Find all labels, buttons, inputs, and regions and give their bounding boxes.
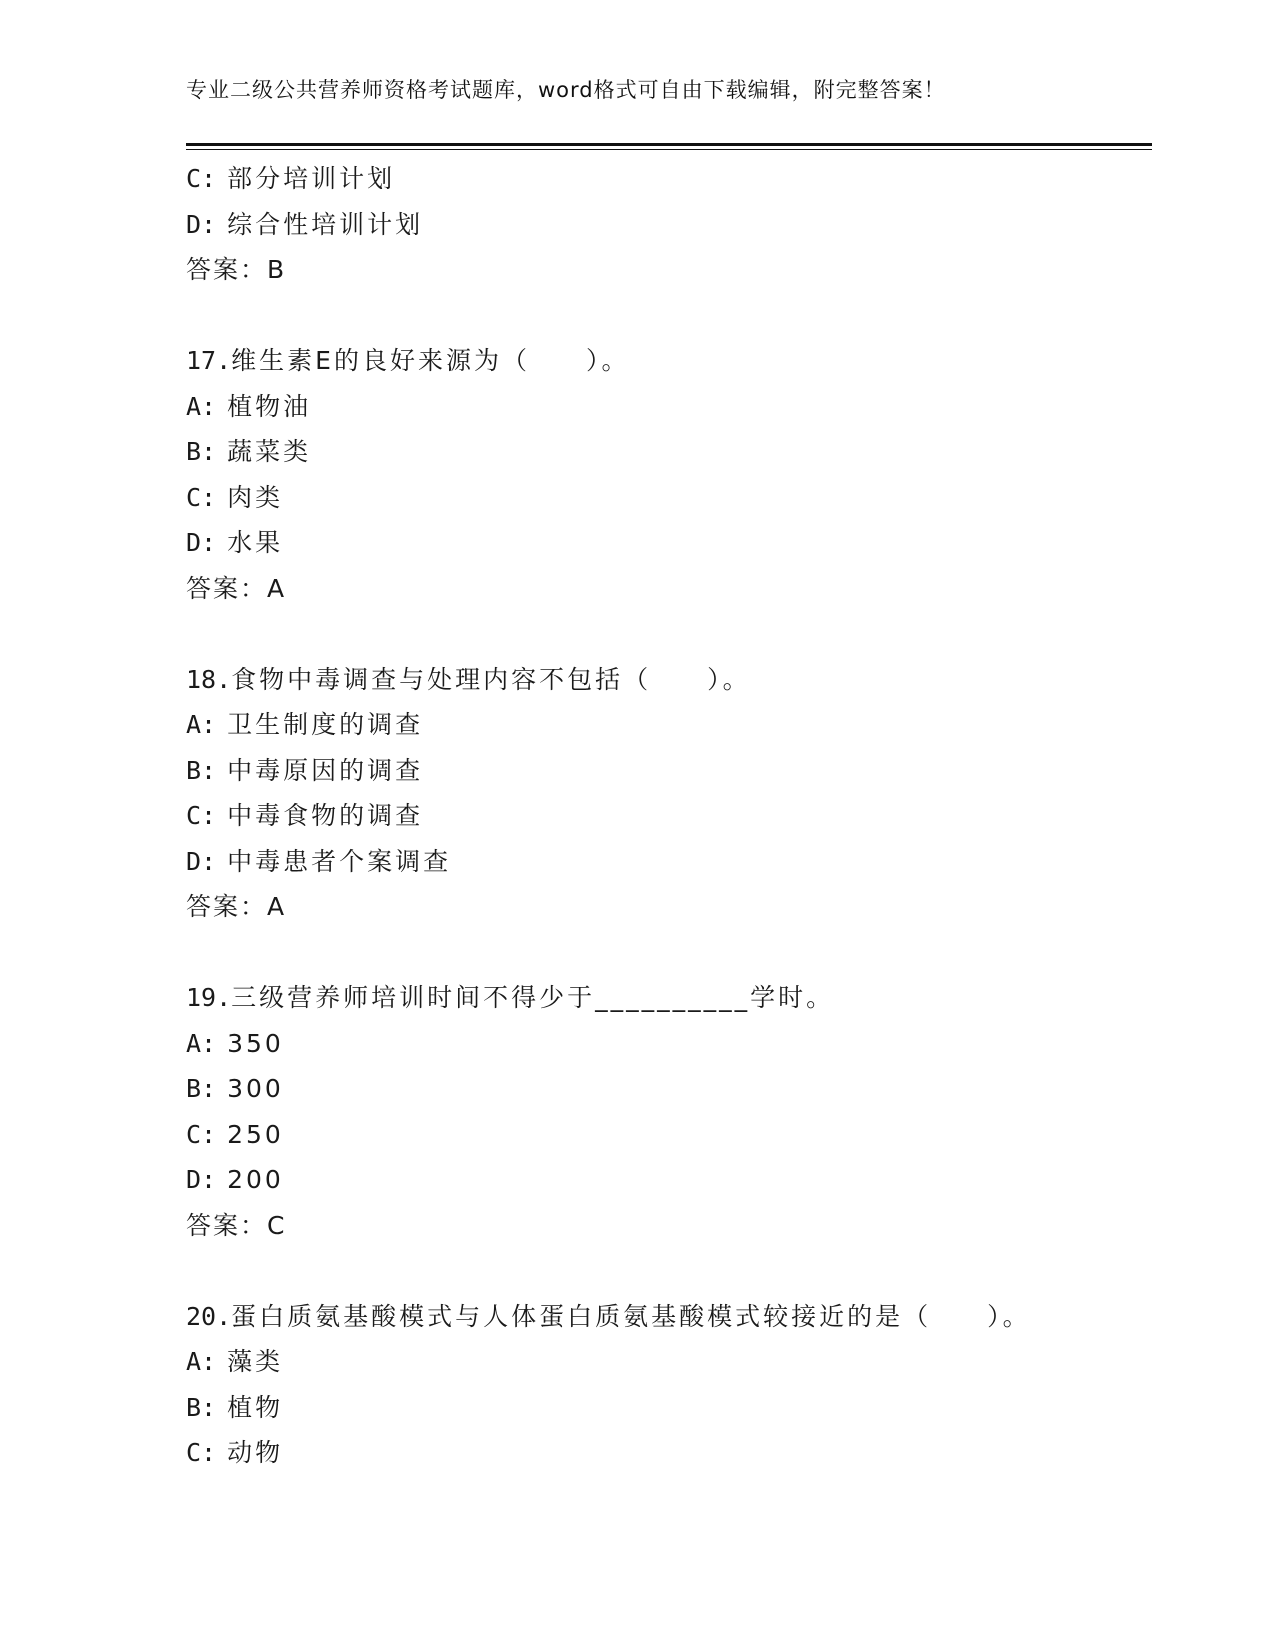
option-key: C: — [186, 1119, 217, 1149]
option-key: C: — [186, 1438, 217, 1467]
answer-line: 答案：B — [186, 255, 287, 284]
option-text: 中毒食物的调查 — [227, 801, 424, 830]
question-text: 三级营养师培训时间不得少于__________学时。 — [231, 983, 835, 1012]
question-number: 17. — [186, 346, 232, 375]
option-line — [186, 1112, 1152, 1158]
option-line — [186, 202, 1152, 248]
option-key: A: — [186, 1028, 217, 1058]
question-text: 食物中毒调查与处理内容不包括（ ）。 — [231, 664, 751, 694]
question-number: 19. — [186, 983, 232, 1012]
option-line — [186, 156, 1152, 202]
option-key: C: — [186, 164, 217, 193]
option-text: 水果 — [227, 528, 284, 557]
option-text: 动物 — [227, 1438, 284, 1467]
spacer — [186, 1248, 1152, 1294]
option-key: D: — [186, 846, 217, 876]
option-line — [186, 793, 1152, 839]
option-line — [186, 702, 1152, 748]
answer-line: 答案：C — [186, 1210, 287, 1240]
question-text: 蛋白质氨基酸模式与人体蛋白质氨基酸模式较接近的是（ ）。 — [231, 1301, 1031, 1331]
option-line — [186, 1021, 1152, 1067]
header-rule-thin — [186, 149, 1152, 150]
option-line — [186, 429, 1152, 475]
option-key: A: — [186, 391, 217, 421]
option-text: 卫生制度的调查 — [227, 710, 424, 739]
option-text: 藻类 — [227, 1347, 284, 1376]
answer-line: 答案：A — [186, 573, 287, 603]
option-text: 植物 — [227, 1392, 284, 1422]
option-key: B: — [186, 1392, 217, 1422]
option-line — [186, 520, 1152, 566]
option-text: 中毒患者个案调查 — [227, 846, 452, 876]
option-text: 蔬菜类 — [227, 437, 312, 466]
question-content — [186, 156, 1152, 1476]
option-key: C: — [186, 482, 217, 512]
spacer — [186, 930, 1152, 976]
option-key: B: — [186, 1074, 217, 1103]
option-text: 300 — [227, 1074, 284, 1103]
question-number: 18. — [186, 664, 232, 694]
option-key: D: — [186, 528, 217, 557]
option-key: B: — [186, 755, 217, 785]
option-key: A: — [186, 1347, 217, 1376]
option-text: 肉类 — [227, 482, 284, 512]
option-text: 200 — [227, 1165, 284, 1194]
option-line — [186, 475, 1152, 521]
option-line — [186, 1339, 1152, 1385]
spacer — [186, 293, 1152, 339]
option-line — [186, 839, 1152, 885]
option-text: 中毒原因的调查 — [227, 755, 424, 785]
question-stem — [186, 338, 1152, 384]
question-stem — [186, 1294, 1152, 1340]
option-text: 350 — [227, 1028, 284, 1058]
option-text: 综合性培训计划 — [227, 209, 424, 239]
spacer — [186, 611, 1152, 657]
question-text: 维生素E的良好来源为（ ）。 — [231, 346, 630, 375]
option-line — [186, 1066, 1152, 1112]
option-key: B: — [186, 437, 217, 466]
question-stem — [186, 975, 1152, 1021]
option-key: A: — [186, 710, 217, 739]
answer-line: 答案：A — [186, 892, 287, 921]
option-line — [186, 384, 1152, 430]
option-line — [186, 1157, 1152, 1203]
header-rule-thick — [186, 143, 1152, 146]
option-key: D: — [186, 1165, 217, 1194]
option-key: C: — [186, 801, 217, 830]
option-line — [186, 748, 1152, 794]
question-stem — [186, 657, 1152, 703]
page-header: 专业二级公共营养师资格考试题库，word格式可自由下载编辑，附完整答案！ — [186, 78, 946, 102]
option-line — [186, 1430, 1152, 1476]
option-text: 植物油 — [227, 391, 312, 421]
option-key: D: — [186, 209, 217, 239]
question-number: 20. — [186, 1301, 232, 1331]
option-text: 250 — [227, 1119, 284, 1149]
option-line — [186, 1385, 1152, 1431]
option-text: 部分培训计划 — [227, 164, 396, 193]
